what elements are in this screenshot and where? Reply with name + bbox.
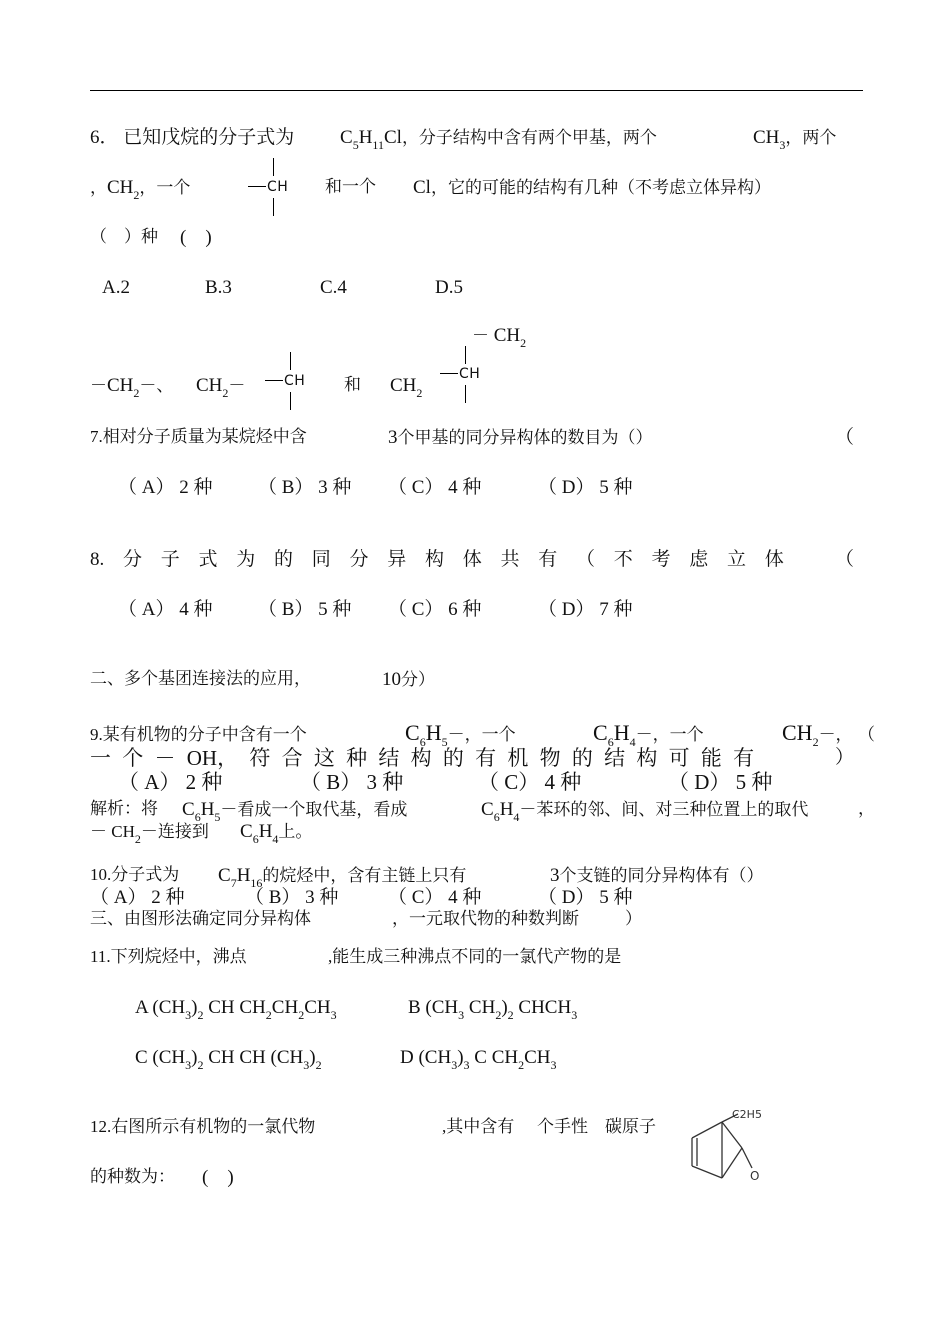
q10-option-c: （ C） 4 种 — [388, 887, 482, 908]
q11-option-c: C $(CH_3)_2$ CH CH $(CH_3)_2$ — [135, 1047, 322, 1072]
q10-note: 三、由图形法确定同分异构体 — [90, 909, 311, 928]
q7-option-b: （ B） 3 种 — [258, 477, 352, 498]
q7-end: （ — [835, 427, 855, 448]
q12-answer-paren: ( ) — [202, 1167, 234, 1188]
note-and: 和 — [344, 375, 361, 394]
q7-option-d: （ D） 5 种 — [538, 477, 633, 498]
q8-option-a: （ A） 4 种 — [118, 599, 213, 620]
q9-note-c6h4: $C_6H_4-$苯环的邻、间、对三种位置上的取代 — [481, 799, 809, 824]
q6-option-b: B.3 — [205, 277, 232, 298]
q10-note2: ，一元取代物的种数判断 — [392, 909, 579, 928]
section-num: 10分） — [382, 669, 435, 690]
q11-option-d: D $(CH_3)_3$ C $CH_2CH_3$ — [400, 1047, 557, 1072]
q9-option-c: （ C） 4 种 — [478, 770, 582, 794]
q9-note-end: ， — [858, 799, 875, 818]
q6-answer-paren: ( ) — [180, 227, 212, 248]
section-heading: 二、多个基团连接法的应用， — [90, 669, 311, 688]
q11-option-a: A $(CH_3)_2$ CH $CH_2CH_2CH_3$ — [135, 997, 337, 1022]
q10-a: 10.分子式为 — [90, 865, 180, 884]
q6-line3: （ ）种 — [90, 227, 158, 246]
q8-end: （ — [835, 549, 855, 570]
q10-note-end: ） — [625, 909, 642, 928]
q6-line2-c: Cl，它的可能的结构有几种（不考虑立体异构） — [413, 177, 771, 198]
q7-option-a: （ A） 2 种 — [118, 477, 213, 498]
q12-text3: 个手性 — [537, 1117, 588, 1136]
q6-line1: 6． 已知戊烷的分子式为 — [90, 127, 295, 148]
q7-text: 7.相对分子质量为某烷烃中含 — [90, 427, 307, 446]
q9-note-line2: － $CH_2-$连接到 — [90, 822, 209, 846]
q12-text2: ,其中含有 — [442, 1117, 515, 1136]
q12-text: 12.右图所示有机物的一氯代物 — [90, 1117, 316, 1136]
q10-num: 3个支链的同分异构体有（） — [550, 865, 764, 886]
note-line: $-CH_2-$、 — [90, 375, 174, 400]
q10-option-b: （ B） 3 种 — [245, 887, 339, 908]
q9-note-c6h5: $C_6H_5-$看成一个取代基，看成 — [182, 799, 408, 824]
q6-option-d: D.5 — [435, 277, 463, 298]
q8-option-b: （ B） 5 种 — [258, 599, 352, 620]
q9-option-b: （ B） 3 种 — [300, 770, 404, 794]
q6-line2-b: 和一个 — [325, 177, 376, 196]
q7-option-c: （ C） 4 种 — [388, 477, 482, 498]
ethyl-label: C2H5 — [732, 1108, 762, 1121]
q9-note-line2-c6h4: $C_6H_4$上。 — [240, 821, 313, 846]
q6-option-c: C.4 — [320, 277, 347, 298]
note-ch2b: $CH_2-$ — [196, 375, 246, 400]
q12-text4: 碳原子 — [605, 1117, 656, 1136]
q7-num: 3个甲基的同分异构体的数目为（） — [388, 427, 653, 448]
q9-option-d: （ D） 5 种 — [668, 770, 773, 794]
q9-line2: 一 个 － OH， 符 合 这 种 结 构 的 有 机 物 的 结 构 可 能 有 — [90, 746, 755, 770]
q10-formula: $C_7H_{16}$的烷烃中，含有主链上只有 — [218, 865, 467, 890]
q12-structure-diagram — [680, 1100, 770, 1190]
q8-text: 8. 分 子 式 为 的 同 分 异 构 体 共 有 （ 不 考 虑 立 体 — [90, 549, 784, 570]
note-ch2c: $CH_2$ — [390, 375, 423, 400]
q9-note-a: 解析：将 — [90, 799, 158, 818]
q9-line2-end: ） — [835, 747, 855, 768]
q6-formula: $C_5H_{11}Cl$，分子结构中含有两个甲基，两个 — [340, 127, 657, 152]
q11-text2: ,能生成三种沸点不同的一氯代产物的是 — [328, 947, 622, 966]
q8-option-d: （ D） 7 种 — [538, 599, 633, 620]
q9-c6h4: $C_6H_4-$，一个 — [593, 720, 704, 749]
note-top-ch2: － $CH_2$ — [472, 325, 527, 350]
q10-option-d: （ D） 5 种 — [538, 887, 633, 908]
q10-option-a: （ A） 2 种 — [90, 887, 185, 908]
q12-line2: 的种数为： — [90, 1167, 175, 1186]
oxygen-label: O — [750, 1169, 760, 1183]
q11-option-b: B ($CH_3$ $CH_2)_2$ $CHCH_3$ — [408, 997, 578, 1022]
q6-ch3: $CH_3$，两个 — [753, 127, 837, 152]
q8-option-c: （ C） 6 种 — [388, 599, 482, 620]
q9-text-a: 9.某有机物的分子中含有一个 — [90, 725, 307, 744]
q9-e: （ — [858, 725, 875, 744]
q9-ch2: $CH_2-$， — [782, 720, 853, 749]
header-rule — [90, 90, 863, 91]
q9-c6h5: $C_6H_5-$，一个 — [405, 720, 516, 749]
q11-text: 11.下列烷烃中，沸点 — [90, 947, 247, 966]
q6-option-a: A.2 — [102, 277, 130, 298]
q6-line2-a: ，$CH_2$，一个 — [90, 177, 191, 202]
q9-option-a: （ A） 2 种 — [118, 770, 223, 794]
